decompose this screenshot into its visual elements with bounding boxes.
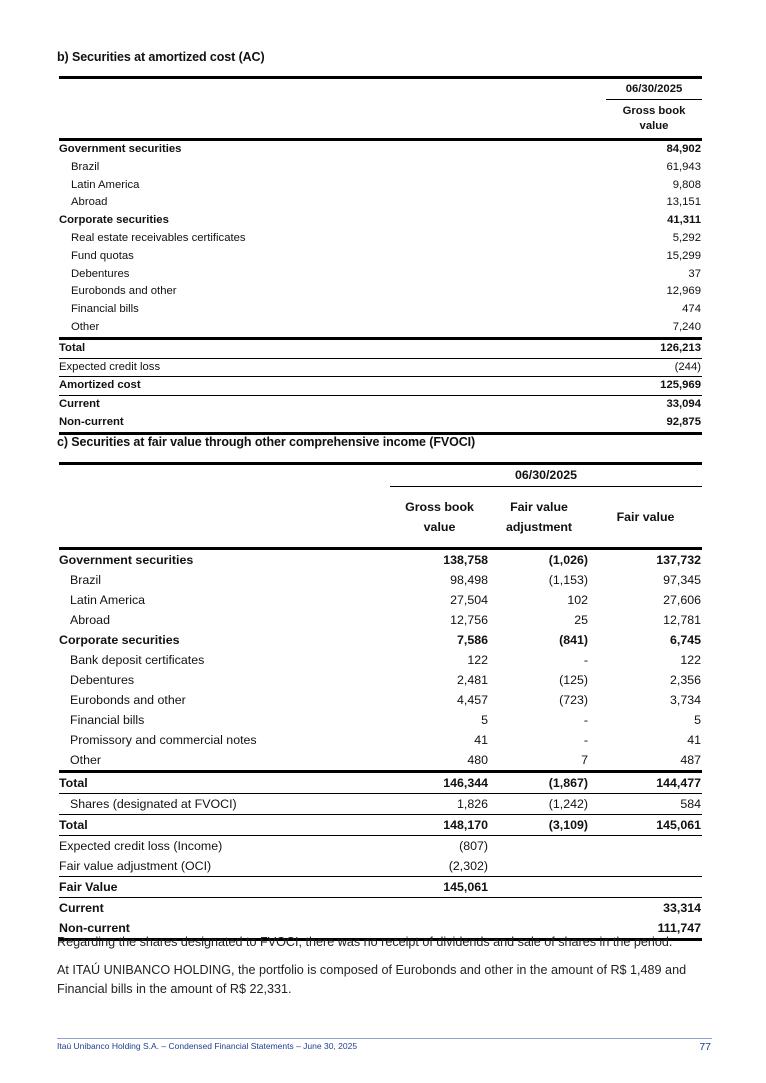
row-value: 13,151 bbox=[666, 196, 701, 209]
row-label: Government securities bbox=[59, 549, 390, 571]
row-label: Fair value adjustment (OCI) bbox=[59, 859, 212, 873]
row-value: 125,969 bbox=[606, 377, 702, 396]
gross-book-value: 138,758 bbox=[390, 549, 489, 571]
fair-value: 111,747 bbox=[589, 918, 702, 940]
table-row bbox=[59, 248, 702, 266]
row-label: Corporate securities bbox=[59, 633, 180, 647]
row-label: Financial bills bbox=[70, 713, 145, 727]
row-value: 12,969 bbox=[666, 285, 701, 298]
gross-book-value: 4,457 bbox=[456, 693, 488, 707]
table-row bbox=[59, 670, 702, 690]
row-label: Current bbox=[59, 898, 390, 919]
fair-value bbox=[589, 877, 702, 898]
date-header: 06/30/2025 bbox=[390, 464, 702, 487]
fair-value-adjustment bbox=[489, 856, 589, 877]
row-value: 126,213 bbox=[606, 338, 702, 358]
gross-book-value: 5 bbox=[481, 713, 488, 727]
row-label: Other bbox=[70, 753, 101, 767]
row-value: 9,808 bbox=[672, 178, 701, 191]
table-row bbox=[59, 772, 702, 794]
section-c-title: c) Securities at fair value through other comprehensive income (FVOCI) bbox=[57, 435, 476, 449]
row-label: Current bbox=[59, 396, 606, 414]
table-row bbox=[59, 710, 702, 730]
fair-value-adjustment: (125) bbox=[559, 673, 588, 687]
gross-book-value: (807) bbox=[390, 836, 489, 857]
fair-value-adjustment: - bbox=[583, 733, 588, 747]
fair-value-adjustment: (3,109) bbox=[489, 815, 589, 836]
table-row bbox=[59, 396, 702, 414]
table-row bbox=[59, 610, 702, 630]
table-row bbox=[59, 794, 702, 815]
table-row bbox=[59, 730, 702, 750]
fair-value-adjustment: 7 bbox=[581, 753, 588, 767]
row-label: Total bbox=[59, 772, 390, 794]
gross-book-value: 1,826 bbox=[390, 794, 489, 815]
table-row bbox=[59, 358, 702, 377]
table-row bbox=[59, 690, 702, 710]
row-label: Latin America bbox=[71, 178, 140, 191]
row-label: Eurobonds and other bbox=[70, 693, 186, 707]
row-label: Bank deposit certificates bbox=[70, 653, 205, 667]
row-label: Brazil bbox=[70, 573, 101, 587]
page-number: 77 bbox=[699, 1041, 711, 1053]
fair-value: 33,314 bbox=[589, 898, 702, 919]
table-row bbox=[59, 377, 702, 396]
table-row bbox=[59, 230, 702, 248]
column-header-fair-value: Fair value bbox=[616, 510, 675, 524]
fair-value: 2,356 bbox=[669, 673, 701, 687]
row-value: 474 bbox=[682, 303, 701, 316]
amortized-cost-table bbox=[59, 76, 702, 435]
table-row bbox=[59, 650, 702, 670]
row-label: Brazil bbox=[71, 160, 100, 173]
fair-value: 122 bbox=[680, 653, 701, 667]
table-row bbox=[59, 177, 702, 195]
row-label: Total bbox=[59, 338, 606, 358]
note-paragraph-portfolio: At ITAÚ UNIBANCO HOLDING, the portfolio is composed of Eurobonds and other in the amount of R$ 1,489 and Financial bills in the amount of R$ 22,331. bbox=[57, 963, 687, 996]
row-value: (244) bbox=[606, 358, 702, 377]
row-label: Expected credit loss (Income) bbox=[59, 836, 390, 857]
row-label: Shares (designated at FVOCI) bbox=[59, 794, 390, 815]
fair-value: 145,061 bbox=[589, 815, 702, 836]
fair-value: 6,745 bbox=[669, 633, 701, 647]
row-value: 15,299 bbox=[666, 249, 701, 262]
row-value: 41,311 bbox=[667, 214, 701, 227]
gross-book-value: 41 bbox=[474, 733, 488, 747]
row-label: Real estate receivables certificates bbox=[71, 231, 246, 244]
table-row bbox=[59, 590, 702, 610]
gross-book-value: 12,756 bbox=[450, 613, 488, 627]
row-label: Fund quotas bbox=[71, 249, 134, 262]
fair-value-adjustment: (841) bbox=[559, 633, 588, 647]
fvoci-table bbox=[59, 462, 702, 941]
row-label: Expected credit loss bbox=[59, 358, 606, 377]
row-value: 33,094 bbox=[606, 396, 702, 414]
footer-text: Itaú Unibanco Holding S.A. – Condensed Financial Statements – June 30, 2025 bbox=[57, 1041, 358, 1051]
column-header-fair-value-adjustment: Fair value adjustment bbox=[505, 500, 573, 534]
table-row bbox=[59, 338, 702, 358]
fair-value-adjustment bbox=[489, 877, 589, 898]
column-header-gross-book-value: Gross book value bbox=[405, 500, 474, 534]
fair-value-adjustment: 25 bbox=[574, 613, 588, 627]
fair-value-adjustment bbox=[489, 836, 589, 857]
fair-value: 487 bbox=[680, 753, 701, 767]
fair-value-adjustment: (1,153) bbox=[548, 573, 588, 587]
row-label: Amortized cost bbox=[59, 377, 606, 396]
table-row bbox=[59, 266, 702, 284]
table-row bbox=[59, 319, 702, 338]
fair-value: 3,734 bbox=[669, 693, 701, 707]
gross-book-value: (2,302) bbox=[448, 859, 488, 873]
row-value: 7,240 bbox=[672, 320, 701, 333]
fair-value: 144,477 bbox=[589, 772, 702, 794]
gross-book-value: 480 bbox=[467, 753, 488, 767]
table-row bbox=[59, 283, 702, 301]
fair-value-adjustment: (1,242) bbox=[489, 794, 589, 815]
row-value: 5,292 bbox=[672, 231, 701, 244]
fair-value: 97,345 bbox=[663, 573, 701, 587]
table-row bbox=[59, 549, 702, 571]
row-label: Fair Value bbox=[59, 877, 390, 898]
row-label: Non-current bbox=[59, 414, 606, 433]
fair-value: 41 bbox=[687, 733, 701, 747]
fair-value: 137,732 bbox=[589, 549, 702, 571]
row-label: Debentures bbox=[70, 673, 135, 687]
fair-value-adjustment: - bbox=[583, 713, 588, 727]
footer-divider bbox=[57, 1038, 712, 1039]
row-label: Eurobonds and other bbox=[71, 285, 177, 298]
gross-book-value: 148,170 bbox=[390, 815, 489, 836]
table-row bbox=[59, 856, 702, 877]
fair-value bbox=[589, 856, 702, 877]
date-header: 06/30/2025 bbox=[606, 78, 702, 100]
section-b-title: b) Securities at amortized cost (AC) bbox=[57, 50, 265, 64]
table-row bbox=[59, 194, 702, 212]
table-row bbox=[59, 815, 702, 836]
row-label: Abroad bbox=[71, 196, 108, 209]
gross-book-value: 122 bbox=[467, 653, 488, 667]
fair-value-adjustment: 102 bbox=[567, 593, 588, 607]
gross-book-value: 27,504 bbox=[450, 593, 488, 607]
table-row bbox=[59, 570, 702, 590]
gross-book-value: 2,481 bbox=[456, 673, 488, 687]
row-value: 37 bbox=[688, 267, 701, 280]
table-row bbox=[59, 140, 702, 159]
table-row bbox=[59, 159, 702, 177]
fair-value bbox=[589, 836, 702, 857]
gross-book-value: 146,344 bbox=[390, 772, 489, 794]
gross-book-value: 7,586 bbox=[456, 633, 488, 647]
row-label: Latin America bbox=[70, 593, 146, 607]
column-header-gross-book-value: Gross book value bbox=[622, 105, 686, 132]
table-row bbox=[59, 301, 702, 319]
row-label: Promissory and commercial notes bbox=[70, 733, 257, 747]
fair-value: 12,781 bbox=[663, 613, 701, 627]
table-row bbox=[59, 877, 702, 898]
note-paragraph-shares: Regarding the shares designated to FVOCI, there was no receipt of dividends and sale of shares in the period. bbox=[57, 935, 673, 949]
table-row bbox=[59, 212, 702, 230]
table-row bbox=[59, 836, 702, 857]
row-value: 84,902 bbox=[606, 140, 702, 159]
row-label: Government securities bbox=[59, 140, 606, 159]
row-value: 92,875 bbox=[606, 414, 702, 433]
row-label: Other bbox=[71, 320, 100, 333]
fair-value-adjustment: (723) bbox=[559, 693, 588, 707]
row-label: Abroad bbox=[70, 613, 110, 627]
fair-value-adjustment: (1,026) bbox=[489, 549, 589, 571]
fair-value: 27,606 bbox=[663, 593, 701, 607]
row-value: 61,943 bbox=[666, 160, 701, 173]
table-row bbox=[59, 630, 702, 650]
row-label: Debentures bbox=[71, 267, 130, 280]
row-label: Non-current bbox=[59, 918, 390, 940]
fair-value: 584 bbox=[589, 794, 702, 815]
table-row bbox=[59, 414, 702, 433]
row-label: Financial bills bbox=[71, 303, 139, 316]
fair-value-adjustment: - bbox=[583, 653, 588, 667]
fair-value: 5 bbox=[694, 713, 701, 727]
row-label: Corporate securities bbox=[59, 214, 169, 227]
table-row bbox=[59, 898, 702, 919]
fair-value-adjustment: (1,867) bbox=[489, 772, 589, 794]
gross-book-value: 98,498 bbox=[450, 573, 488, 587]
table-row bbox=[59, 750, 702, 772]
gross-book-value bbox=[390, 898, 489, 919]
fair-value-adjustment bbox=[489, 898, 589, 919]
gross-book-value: 145,061 bbox=[390, 877, 489, 898]
row-label: Total bbox=[59, 815, 390, 836]
